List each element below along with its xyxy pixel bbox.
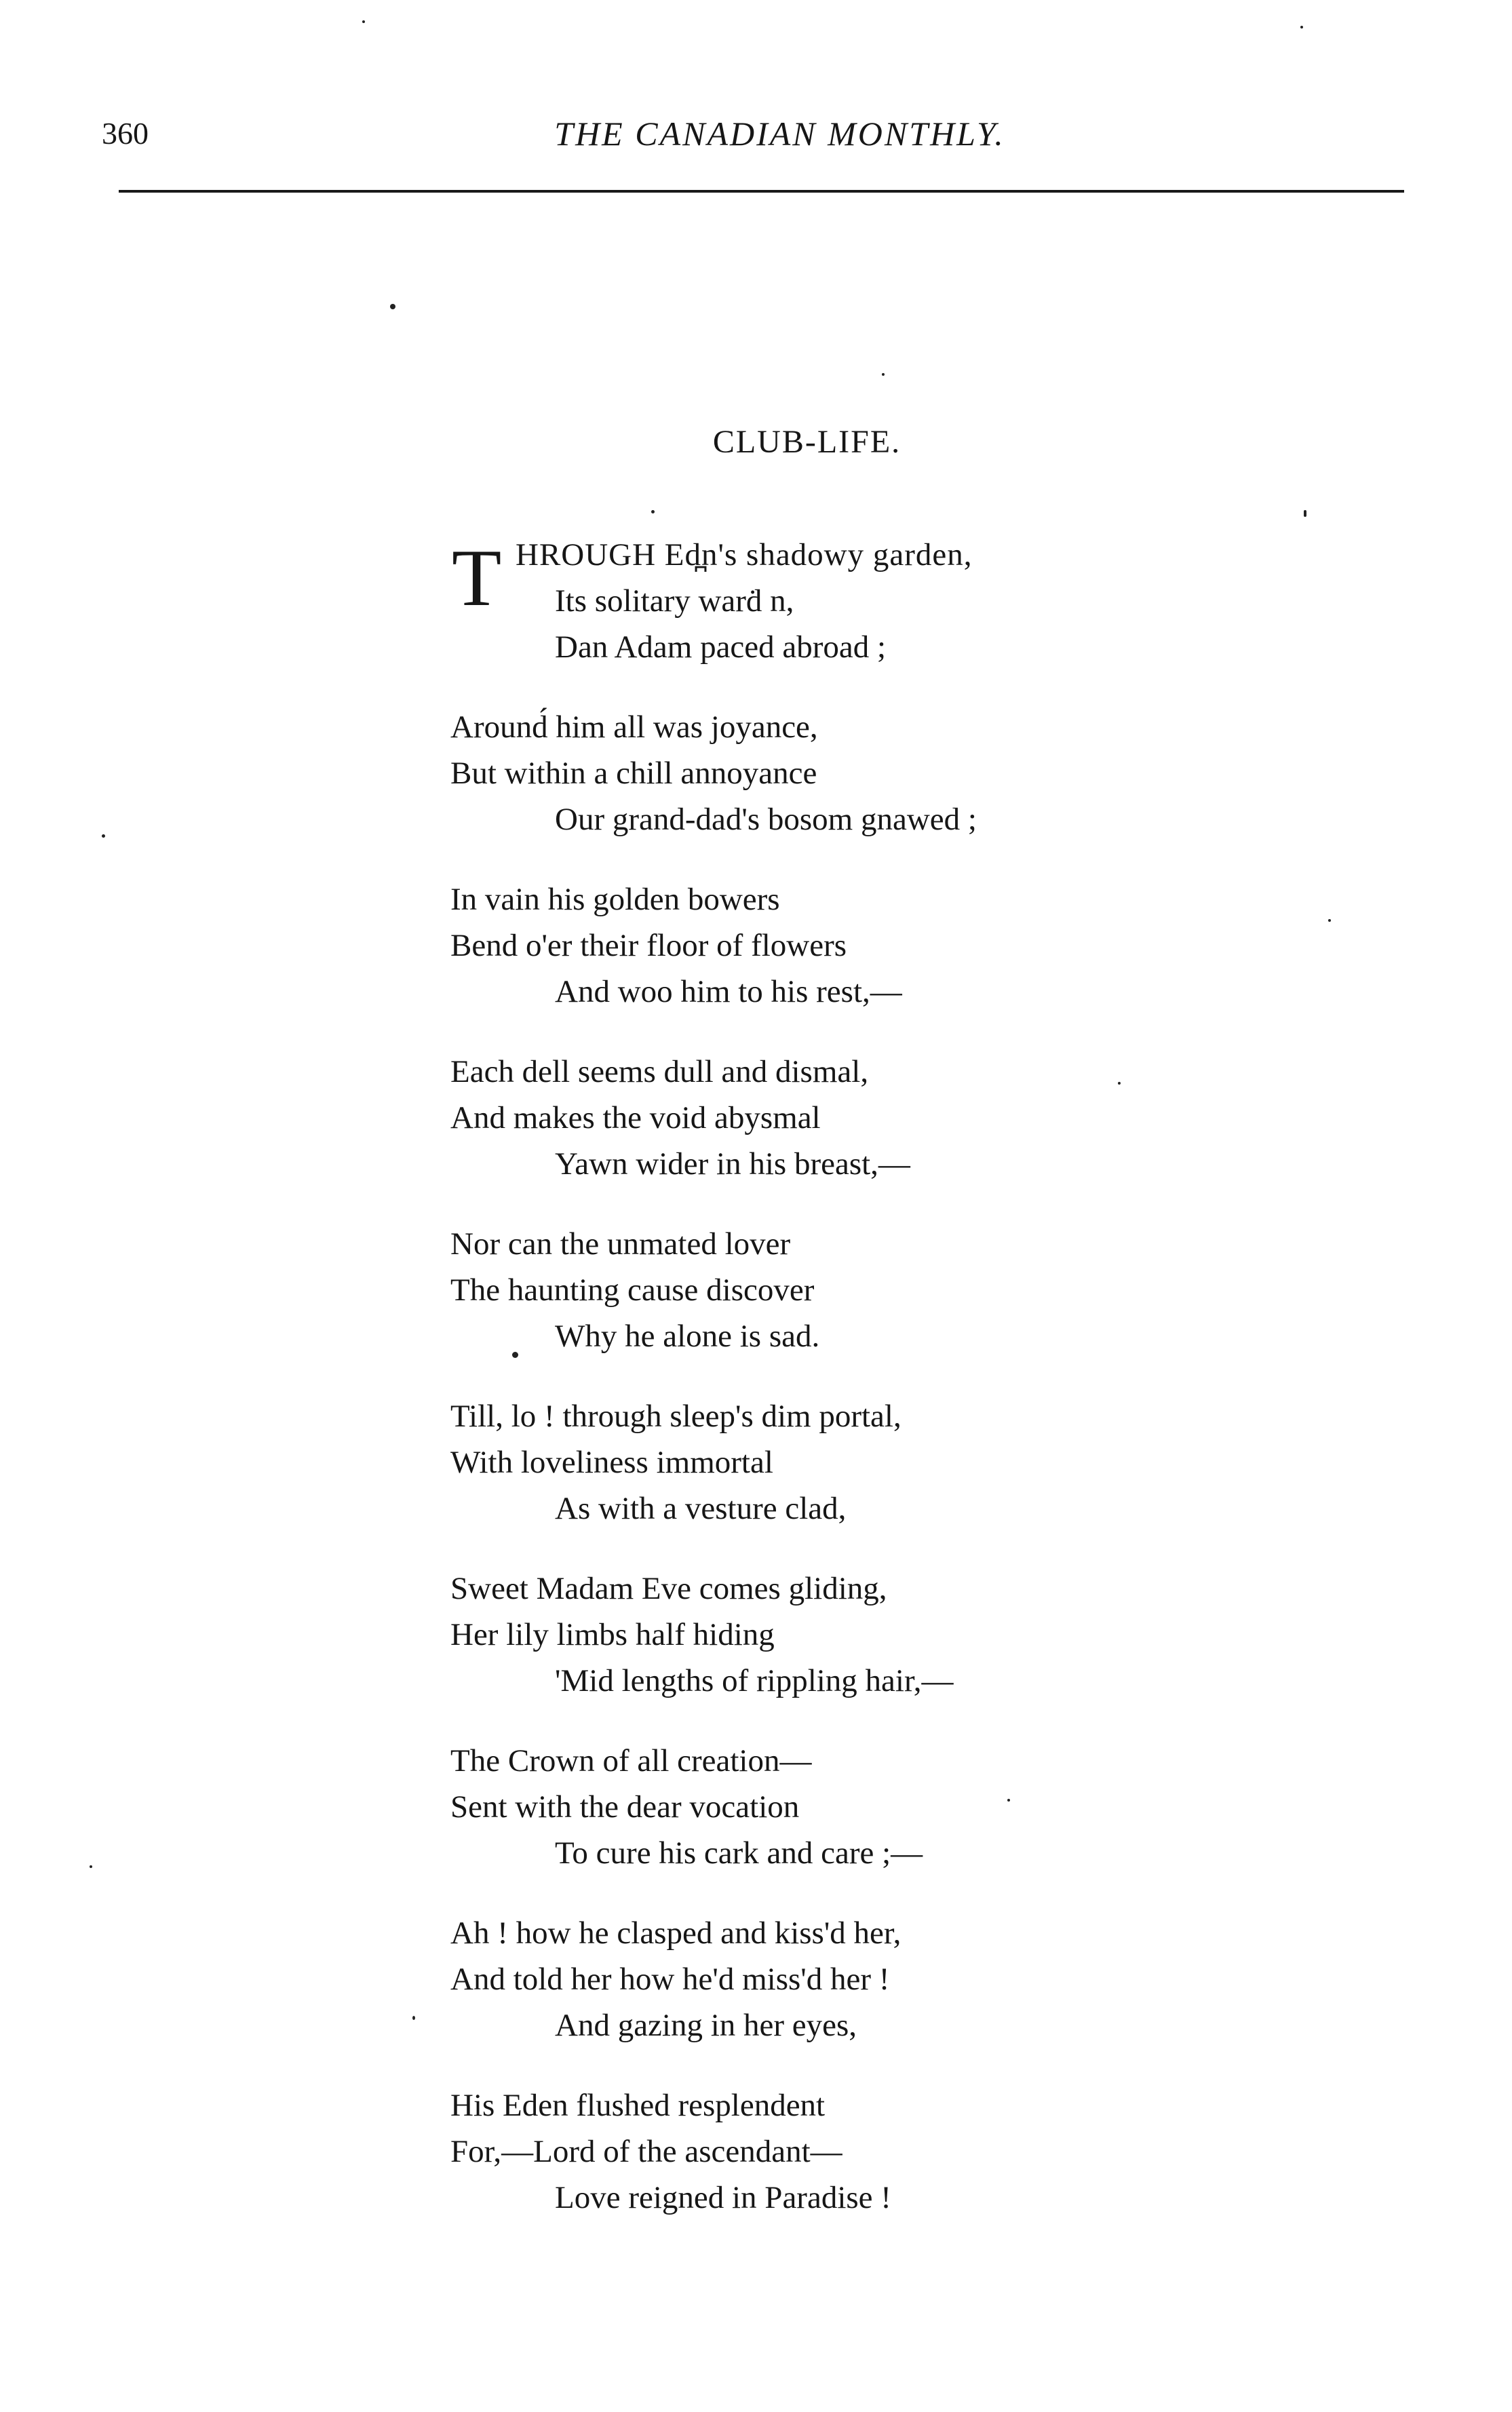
- stanza: [450, 876, 1264, 1015]
- poem-line: The Crown of all creation—: [450, 1743, 812, 1778]
- poem-line: And makes the void abysmal: [450, 1100, 821, 1135]
- poem-line: With loveliness immortal: [450, 1445, 773, 1480]
- print-speck: [1300, 26, 1303, 28]
- print-speck: [882, 373, 885, 376]
- print-speck: [412, 2016, 415, 2020]
- drop-cap: T: [452, 532, 502, 623]
- stanza: [450, 1393, 1264, 1532]
- print-speck: [651, 510, 655, 513]
- header-rule: [119, 190, 1404, 193]
- poem-line: Ah ! how he clasped and kiss'd her,: [450, 1915, 902, 1951]
- poem-line: 'Mid lengths of rippling hair,—: [555, 1663, 954, 1698]
- poem-line: To cure his cark and care ;—: [555, 1835, 923, 1871]
- stanza: [450, 704, 1264, 842]
- poem-line: The haunting cause discover: [450, 1272, 815, 1308]
- print-speck: [90, 1865, 92, 1868]
- stanza: [450, 1221, 1264, 1359]
- poem-title: CLUB-LIFE.: [712, 424, 902, 460]
- poem-line: Her lily limbs half hiding: [450, 1617, 775, 1652]
- stanza: [450, 2082, 1264, 2221]
- print-speck: [362, 20, 365, 23]
- poem-line: In vain his golden bowers: [450, 882, 780, 917]
- poem-line: Sweet Madam Eve comes gliding,: [450, 1571, 887, 1606]
- poem-line: Nor can the unmated lover: [450, 1226, 791, 1262]
- poem-line: Bend o'er their floor of flowers: [450, 928, 847, 963]
- stanza: [450, 532, 1264, 670]
- print-speck: [102, 834, 105, 838]
- poem-line: And woo him to his rest,—: [555, 974, 902, 1009]
- poem-body: [450, 532, 1264, 2221]
- poem-line: Yawn wider in his breast,—: [555, 1146, 910, 1182]
- poem-line: And gazing in her eyes,: [555, 2008, 857, 2043]
- poem-line: Sent with the dear vocation: [450, 1789, 800, 1825]
- print-speck: [1304, 510, 1306, 517]
- poem-line: Its solitary warḋ n,: [555, 583, 794, 619]
- print-speck: [512, 1352, 518, 1358]
- stanza: [450, 1910, 1264, 2048]
- page-number: 360: [102, 116, 149, 151]
- poem-line: Dan Adam paced abroad ;: [555, 629, 887, 665]
- print-speck: [1118, 1082, 1121, 1085]
- poem-line: And told her how he'd miss'd her !: [450, 1962, 890, 1997]
- print-speck: [1007, 1799, 1010, 1802]
- poem-line: Our grand-dad's bosom gnawed ;: [555, 802, 977, 837]
- poem-line: Why he alone is sad.: [555, 1319, 820, 1354]
- stanza: [450, 1738, 1264, 1876]
- print-speck: [390, 304, 395, 309]
- print-speck: [1328, 919, 1331, 922]
- poem-line: Till, lo ! through sleep's dim portal,: [450, 1399, 902, 1434]
- running-title: THE CANADIAN MONTHLY.: [554, 115, 1005, 153]
- poem-line: Love reigned in Paradise !: [555, 2180, 891, 2215]
- poem-line: Around́ him all was joyance,: [450, 709, 818, 745]
- poem-line: For,—Lord of the ascendant—: [450, 2134, 842, 2169]
- poem-line: Each dell seems dull and dismal,: [450, 1054, 869, 1089]
- stanza: [450, 1049, 1264, 1187]
- stanza: [450, 1565, 1264, 1704]
- poem-line: His Eden flushed resplendent: [450, 2088, 826, 2123]
- poem-line: But within a chill annoyance: [450, 756, 817, 791]
- first-line-text: HROUGH Ed̪n's shadowy garden,: [516, 537, 973, 572]
- poem-line: As with a vesture clad,: [555, 1491, 847, 1526]
